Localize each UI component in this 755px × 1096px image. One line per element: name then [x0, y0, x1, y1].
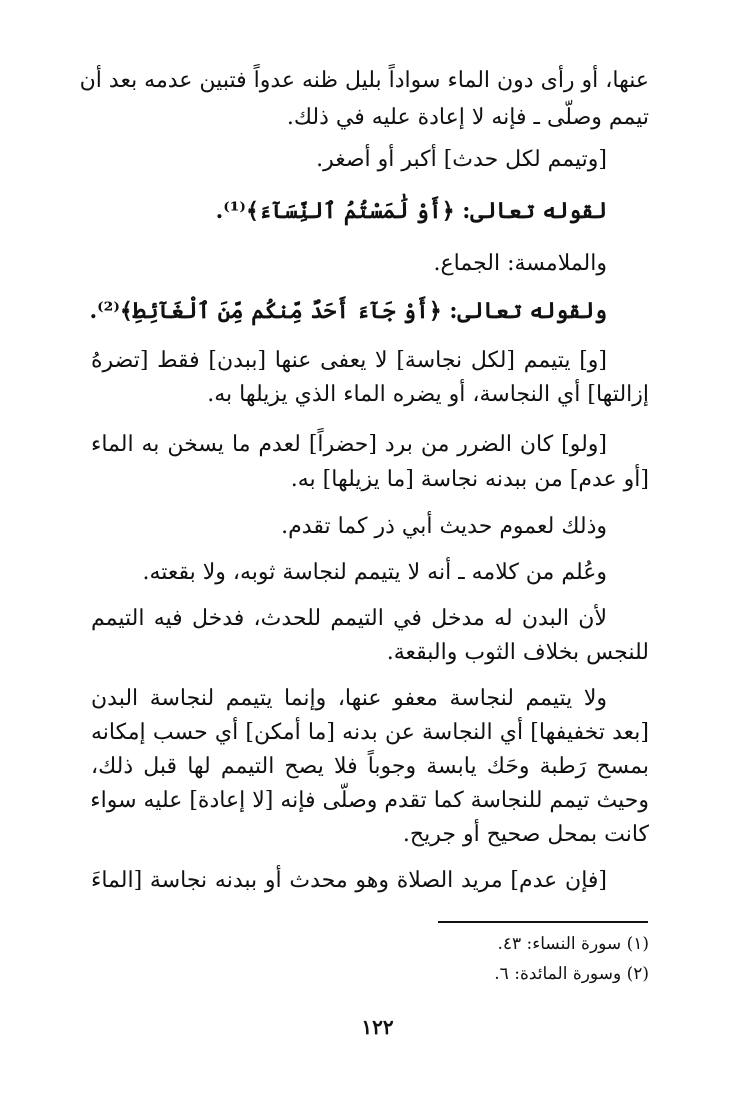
text-line-3: [وتيمم لكل حدث] أكبر أو أصغر. — [316, 147, 607, 172]
text-line-11: وذلك لعموم حديث أبي ذر كما تقدم. — [281, 514, 607, 539]
text-line-19: كانت بمحل صحيح أو جريح. — [402, 822, 649, 847]
text-line-13: لأن البدن له مدخل في التيمم للحدث، فدخل فيه التيمم — [91, 606, 607, 631]
text-line-17: بمسح رَطبة وحَك يابسة وجوباً فلا يصح التيمم لها قبل ذلك، — [91, 754, 649, 779]
text-line-16: [بعد تخفيفها] أي النجاسة عن بدنه [ما أمكن] أي حسب إمكانه — [91, 720, 649, 745]
text-line-9: [ولو] كان الضرر من برد [حضراً] لعدم ما يسخن به الماء — [91, 432, 607, 457]
text-line-8: إزالتها] أي النجاسة، أو يضره الماء الذي يزيلها به. — [207, 382, 649, 407]
text-line-7: [و] يتيمم [لكل نجاسة] لا يعفى عنها [ببدن] فقط [تضرهُ — [91, 348, 607, 373]
text-line-20: [فإن عدم] مريد الصلاة وهو محدث أو ببدنه نجاسة [الماءَ — [91, 868, 607, 893]
text-line-14: للنجس بخلاف الثوب والبقعة. — [386, 640, 649, 665]
page-number: ١٢٢ — [361, 1015, 394, 1039]
text-line-4: لقوله تعالى: ﴿أَوْ لَٰمَسْتُمُ ٱلنِّسَآءَ﴾⁽¹⁾. — [215, 198, 607, 224]
footnote-2: (٢) وسورة المائدة: ٦. — [494, 964, 649, 984]
footnote-1: (١) سورة النساء: ٤٣. — [497, 934, 649, 954]
text-line-5: والملامسة: الجماع. — [433, 251, 607, 276]
text-line-10: [أو عدم] من ببدنه نجاسة [ما يزيلها] به. — [290, 467, 649, 492]
text-line-2: تيمم وصلّى ـ فإنه لا إعادة عليه في ذلك. — [286, 105, 649, 130]
text-line-15: ولا يتيمم لنجاسة معفو عنها، وإنما يتيمم لنجاسة البدن — [91, 686, 607, 711]
text-line-12: وعُلم من كلامه ـ أنه لا يتيمم لنجاسة ثوبه، ولا بقعته. — [142, 560, 607, 585]
text-line-1: عنها، أو رأى دون الماء سواداً بليل ظنه عدواً فتبين عدمه بعد أن — [79, 68, 649, 93]
text-line-18: وحيث تيمم للنجاسة كما تقدم وصلّى فإنه [لا إعادة] عليه سواء — [90, 788, 649, 813]
text-line-6: ولقوله تعالى: ﴿أَوْ جَآءَ أَحَدٌ مِّنكُم مِّنَ ٱلْغَآئِطِ﴾⁽²⁾. — [89, 298, 607, 324]
footnote-separator — [438, 921, 648, 923]
